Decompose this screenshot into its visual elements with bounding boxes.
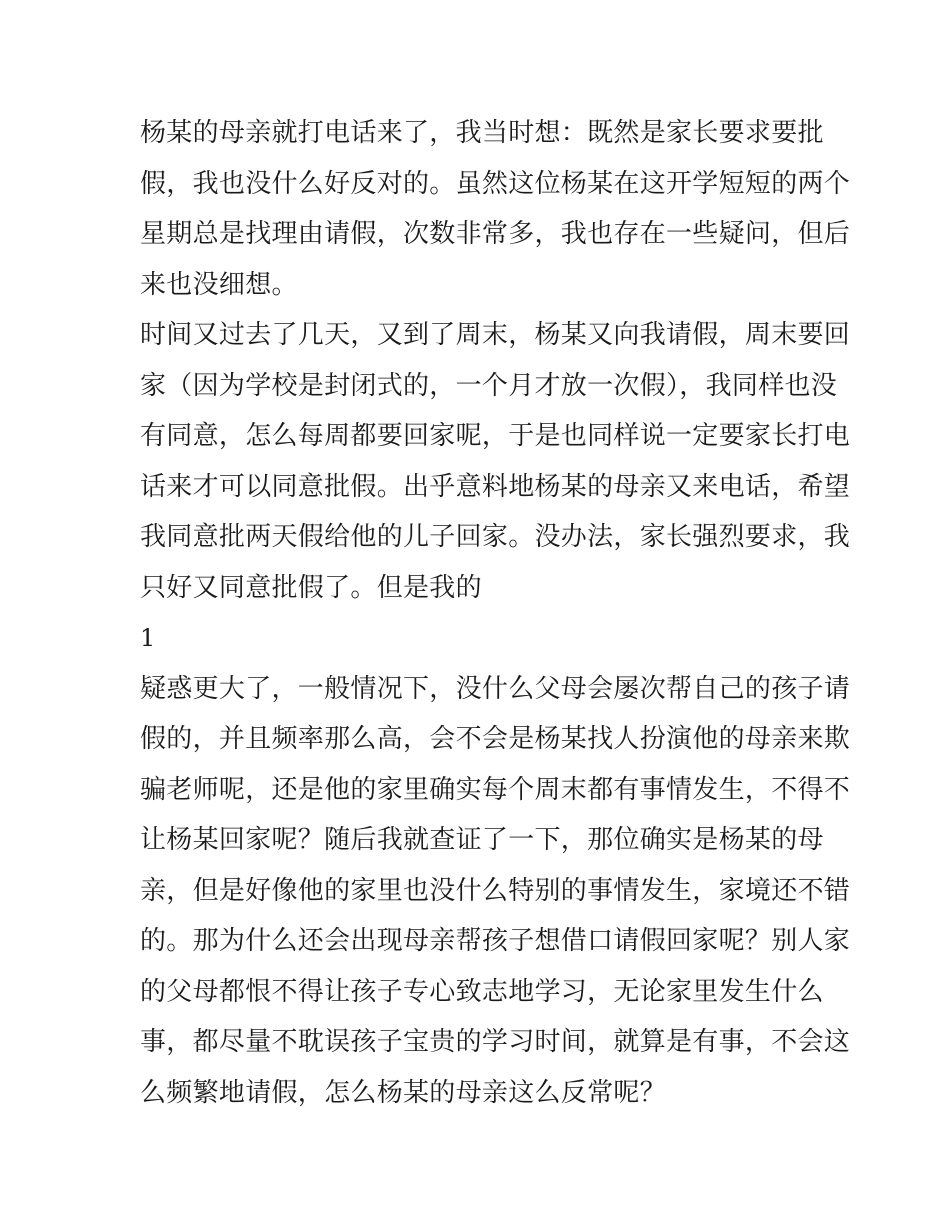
paragraph-block-2 bbox=[140, 664, 851, 1119]
paragraph-block-1 bbox=[140, 108, 851, 613]
text-line: 时间又过去了几天，又到了周末，杨某又向我请假，周末要回 bbox=[140, 320, 851, 350]
text-line: 的父母都恨不得让孩子专心致志地学习，无论家里发生什么 bbox=[140, 976, 824, 1007]
text-line: 来也没细想。 bbox=[140, 269, 298, 300]
text-line: 亲，但是好像他的家里也没什么特别的事情发生，家境还不错 bbox=[140, 875, 851, 906]
text-line: 的。那为什么还会出现母亲帮孩子想借口请假回家呢？别人家 bbox=[140, 926, 851, 956]
text-line: 假，我也没什么好反对的。虽然这位杨某在这开学短短的两个 bbox=[140, 168, 851, 199]
text-line: 家（因为学校是封闭式的，一个月才放一次假），我同样也没 bbox=[140, 370, 838, 401]
text-line: 假的，并且频率那么高，会不会是杨某找人扮演他的母亲来欺 bbox=[140, 724, 851, 754]
text-line: 让杨某回家呢？随后我就查证了一下，那位确实是杨某的母 bbox=[140, 825, 824, 855]
text-line: 只好又同意批假了。但是我的 bbox=[140, 572, 482, 603]
text-line: 有同意，怎么每周都要回家呢，于是也同样说一定要家长打电 bbox=[140, 421, 851, 451]
text-line: 骗老师呢，还是他的家里确实每个周末都有事情发生，不得不 bbox=[140, 774, 851, 805]
page-number: 1 bbox=[140, 624, 156, 652]
text-line: 事，都尽量不耽误孩子宝贵的学习时间，就算是有事，不会这 bbox=[140, 1027, 851, 1057]
text-line: 我同意批两天假给他的儿子回家。没办法，家长强烈要求，我 bbox=[140, 522, 851, 552]
text-line: 么频繁地请假，怎么杨某的母亲这么反常呢？ bbox=[140, 1077, 667, 1108]
document-page bbox=[140, 108, 851, 1118]
text-line: 星期总是找理由请假，次数非常多，我也存在一些疑问，但后 bbox=[140, 219, 851, 249]
text-line: 杨某的母亲就打电话来了，我当时想：既然是家长要求要批 bbox=[140, 118, 824, 148]
text-line: 疑惑更大了，一般情况下，没什么父母会屡次帮自己的孩子请 bbox=[140, 673, 851, 704]
text-line: 话来才可以同意批假。出乎意料地杨某的母亲又来电话，希望 bbox=[140, 471, 851, 502]
